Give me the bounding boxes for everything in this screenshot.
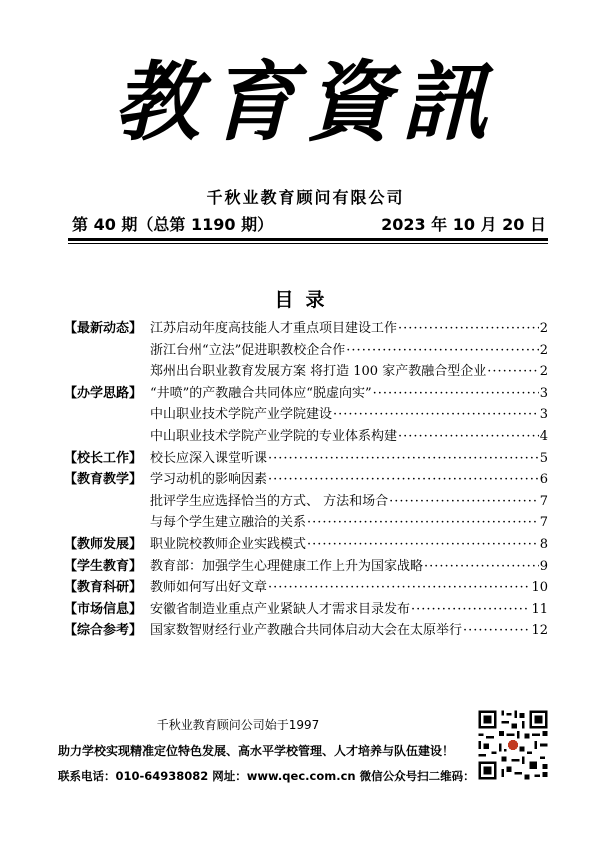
toc-page-number: 2 [539,342,548,358]
toc-category: 【教育科研】 [64,580,143,596]
toc-page-number: 3 [539,407,548,423]
toc-entry-title: 江苏启动年度高技能人才重点项目建设工作 [150,321,398,336]
toc-entry-title: “井喷”的产教融合共同体应“脱虚向实” [150,385,372,401]
toc-leader-dots [307,512,539,534]
toc-entry-title: 浙江台州“立法”促进职教校企合作 [150,342,346,358]
toc-leader-dots [411,599,530,621]
toc-leader-dots [268,577,530,599]
toc-page-number: 2 [539,321,548,336]
toc-row[interactable] [64,534,548,556]
toc-entry-title: 国家数智财经行业产教融合共同体启动大会在太原举行 [150,623,463,639]
toc-leader-dots [398,318,539,340]
toc-leader-dots [389,491,539,513]
toc-entry-title: 中山职业技术学院产业学院建设 [150,407,333,423]
toc-entry-title: 郑州出台职业教育发展方案 将打造 100 家产教融合型企业 [150,364,487,380]
toc-row[interactable] [64,318,548,340]
toc-row[interactable] [64,426,548,448]
masthead-title: 教育資訊 [113,52,498,153]
toc-category: 【学生教育】 [64,558,143,574]
toc-page-number: 7 [539,515,548,531]
toc-category: 【教育教学】 [64,472,143,488]
toc-page-number: 9 [539,558,548,574]
toc-leader-dots [307,534,539,556]
toc-leader-dots [268,448,539,470]
toc-page-number: 12 [531,623,548,639]
toc-page-number: 7 [539,493,548,509]
toc-entry-title: 安徽省制造业重点产业紧缺人才需求目录发布 [150,601,411,617]
footer-contact[interactable]: 联系电话：010-64938082 网址：www.qec.com.cn 微信公众号扫二维码： [58,769,475,783]
toc-entry-title: 校长应深入课堂听课 [150,450,268,466]
toc-row[interactable] [64,469,548,491]
toc-row[interactable] [64,340,548,362]
toc-category: 【最新动态】 [64,321,143,336]
publisher-name: 千秋业教育顾问有限公司 [206,188,405,207]
toc-page-number: 5 [539,450,548,466]
toc-row[interactable] [64,383,548,405]
toc-entry-title: 中山职业技术学院产业学院的专业体系构建 [150,428,398,444]
toc-entry-title: 职业院校教师企业实践模式 [150,536,307,552]
toc-row[interactable] [64,599,548,621]
toc-row[interactable] [64,577,548,599]
toc-row[interactable] [64,491,548,513]
toc-row[interactable] [64,620,548,642]
toc-leader-dots [487,361,539,383]
table-of-contents [64,318,548,642]
wechat-qr-code [476,708,550,782]
toc-page-number: 10 [531,580,548,596]
toc-page-number: 4 [539,428,548,444]
toc-row[interactable] [64,448,548,470]
toc-title: 目录 [274,289,337,311]
toc-row[interactable] [64,361,548,383]
toc-row[interactable] [64,512,548,534]
toc-page-number: 2 [539,364,548,380]
toc-category: 【综合参考】 [64,623,143,639]
header-rule-thick [68,238,548,241]
toc-row[interactable] [64,556,548,578]
toc-category: 【校长工作】 [64,450,143,466]
issue-number: 第 40 期（总第 1190 期） [72,215,274,234]
toc-leader-dots [373,383,539,405]
toc-category: 【办学思路】 [64,385,143,401]
toc-leader-dots [268,469,539,491]
toc-leader-dots [398,426,539,448]
issue-date: 2023 年 10 月 20 日 [381,215,546,234]
toc-page-number: 11 [531,601,548,617]
toc-page-number: 8 [539,536,548,552]
toc-entry-title: 学习动机的影响因素 [150,472,268,488]
toc-category: 【教师发展】 [64,536,143,552]
footer-company-since: 千秋业教育顾问公司始于1997 [156,718,320,732]
toc-entry-title: 教育部：加强学生心理健康工作上升为国家战略 [150,558,424,574]
toc-page-number: 3 [539,385,548,401]
toc-leader-dots [463,620,530,642]
toc-entry-title: 与每个学生建立融洽的关系 [150,515,307,531]
toc-leader-dots [424,556,539,578]
toc-leader-dots [346,340,538,362]
issue-info [72,212,546,234]
footer-slogan: 助力学校实现精准定位特色发展、高水平学校管理、人才培养与队伍建设！ [58,744,455,758]
header-rule-thin [68,243,548,244]
toc-entry-title: 批评学生应选择恰当的方式、 方法和场合 [150,493,389,509]
toc-leader-dots [333,404,539,426]
toc-entry-title: 教师如何写出好文章 [150,580,268,596]
toc-category: 【市场信息】 [64,601,143,617]
toc-row[interactable] [64,404,548,426]
toc-page-number: 6 [539,472,548,488]
